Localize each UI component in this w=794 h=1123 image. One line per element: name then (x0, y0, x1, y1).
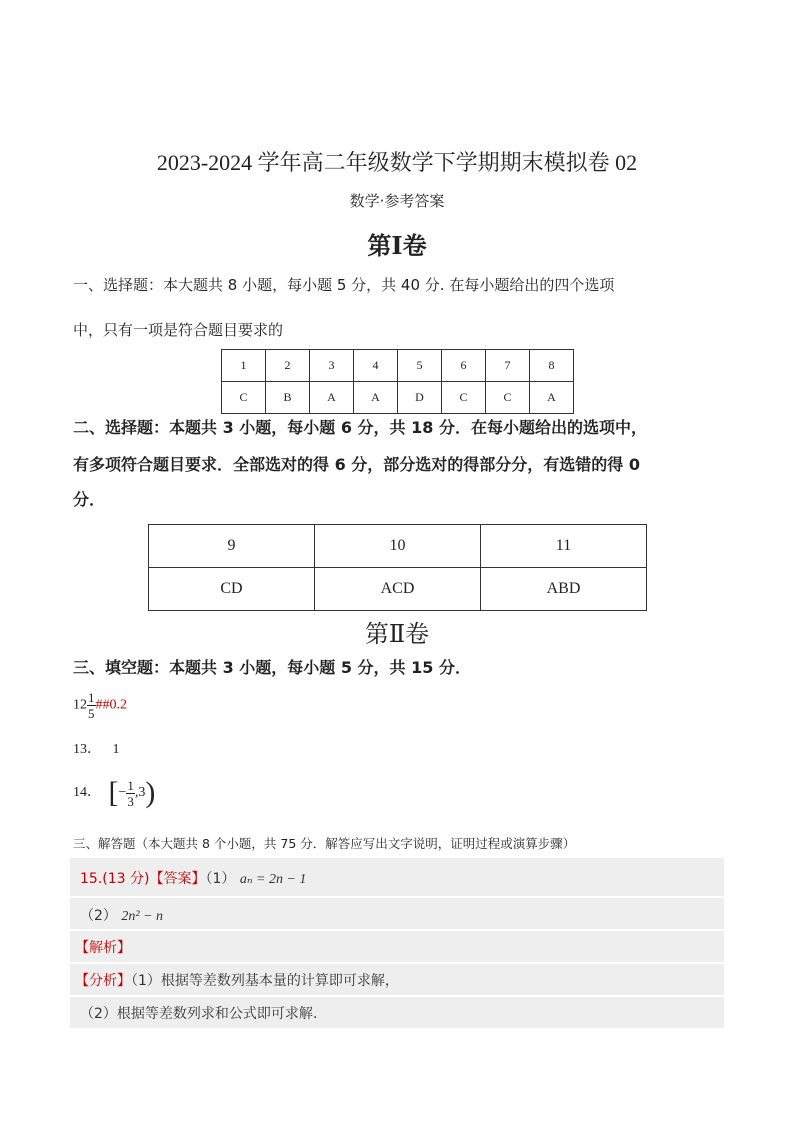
fenxi-tag: 【分析】 (75, 973, 131, 989)
fraction-denominator: 5 (88, 706, 95, 721)
answer-value: 1 (112, 742, 120, 757)
fenxi2-line: （2）根据等差数列求和公式即可求解. (80, 1006, 318, 1022)
part2-formula: 2n² − n (121, 909, 164, 924)
minus-sign: − (118, 785, 127, 801)
table-cell: 5 (398, 350, 442, 382)
q15-label: 15.(13 分) (80, 871, 150, 887)
question-number: 12 (73, 697, 87, 713)
part2-label: （2） (80, 908, 117, 924)
fenxi1-line (75, 970, 399, 990)
table-cell: C (222, 382, 266, 414)
table-cell: D (398, 382, 442, 414)
table-cell: 3 (310, 350, 354, 382)
table-cell: C (442, 382, 486, 414)
table-row-numbers (149, 525, 647, 568)
table-row-numbers (222, 350, 574, 382)
answer-q14 (73, 776, 155, 810)
part1-title: 第Ⅰ卷 (367, 231, 427, 260)
table-cell: B (266, 382, 310, 414)
right-bracket: ) (145, 776, 156, 809)
answer-table-2 (148, 524, 647, 611)
section4-heading: 三、解答题（本大题共 8 个小题，共 75 分．解答应写出文字说明，证明过程或演算步骤） (73, 836, 576, 851)
table-cell: CD (149, 568, 315, 611)
question-number: 14． (73, 785, 101, 801)
table-cell: A (310, 382, 354, 414)
fraction-denominator: 3 (127, 793, 134, 809)
part1-formula: aₙ = 2n − 1 (239, 872, 307, 887)
table-cell: 6 (442, 350, 486, 382)
table-cell: A (530, 382, 574, 414)
table-cell: ACD (315, 568, 481, 611)
table-cell: ABD (481, 568, 647, 611)
section1-line1: 一、选择题：本大题共 8 小题，每小题 5 分，共 40 分. 在每小题给出的四个选项 (73, 276, 615, 294)
section2-line2: 有多项符合题目要求．全部选对的得 6 分，部分选对的得部分分，有选错的得 0 (73, 455, 640, 474)
fraction (126, 778, 135, 809)
table-cell: C (486, 382, 530, 414)
table-cell: 8 (530, 350, 574, 382)
q15-part2-line (80, 905, 163, 925)
answer-q12 (73, 690, 127, 721)
table-cell: 10 (315, 525, 481, 568)
table-cell: 2 (266, 350, 310, 382)
fenxi1-text: （1）根据等差数列基本量的计算即可求解， (131, 973, 399, 989)
answer-table-1 (221, 349, 574, 414)
table-cell: A (354, 382, 398, 414)
fraction-numerator: 1 (127, 777, 134, 793)
analysis-tag: 【解析】 (75, 940, 131, 956)
fraction (87, 690, 96, 721)
table-cell: 11 (481, 525, 647, 568)
table-row-answers (149, 568, 647, 611)
part1-label: （1） (205, 871, 236, 887)
left-bracket: [ (108, 776, 119, 809)
part2-title: 第Ⅱ卷 (364, 620, 430, 648)
section1-line2: 中，只有一项是符合题目要求的 (73, 321, 284, 339)
table-cell: 7 (486, 350, 530, 382)
section2-line1: 二、选择题：本题共 3 小题，每小题 6 分，共 18 分．在每小题给出的选项中， (73, 418, 647, 437)
q15-answer-line (80, 868, 306, 888)
page-subtitle: 数学·参考答案 (349, 192, 445, 210)
section3-heading: 三、填空题：本题共 3 小题，每小题 5 分，共 15 分． (73, 658, 471, 677)
analysis-row-bg (70, 931, 724, 962)
question-number: 13． (73, 742, 101, 757)
section2-line3: 分． (73, 490, 106, 509)
table-cell: 1 (222, 350, 266, 382)
table-cell: 4 (354, 350, 398, 382)
interval-rest: ,3 (134, 785, 146, 801)
fraction-numerator: 1 (88, 690, 95, 705)
q15-part2-row-bg (70, 898, 724, 929)
table-row-answers (222, 382, 574, 414)
answer-tag: 【答案】 (149, 871, 206, 887)
answer-q13 (73, 738, 120, 758)
table-cell: 9 (149, 525, 315, 568)
page-title: 2023-2024 学年高二年级数学下学期期末模拟卷 02 (156, 150, 638, 175)
alternate-answer: ##0.2 (95, 697, 127, 713)
